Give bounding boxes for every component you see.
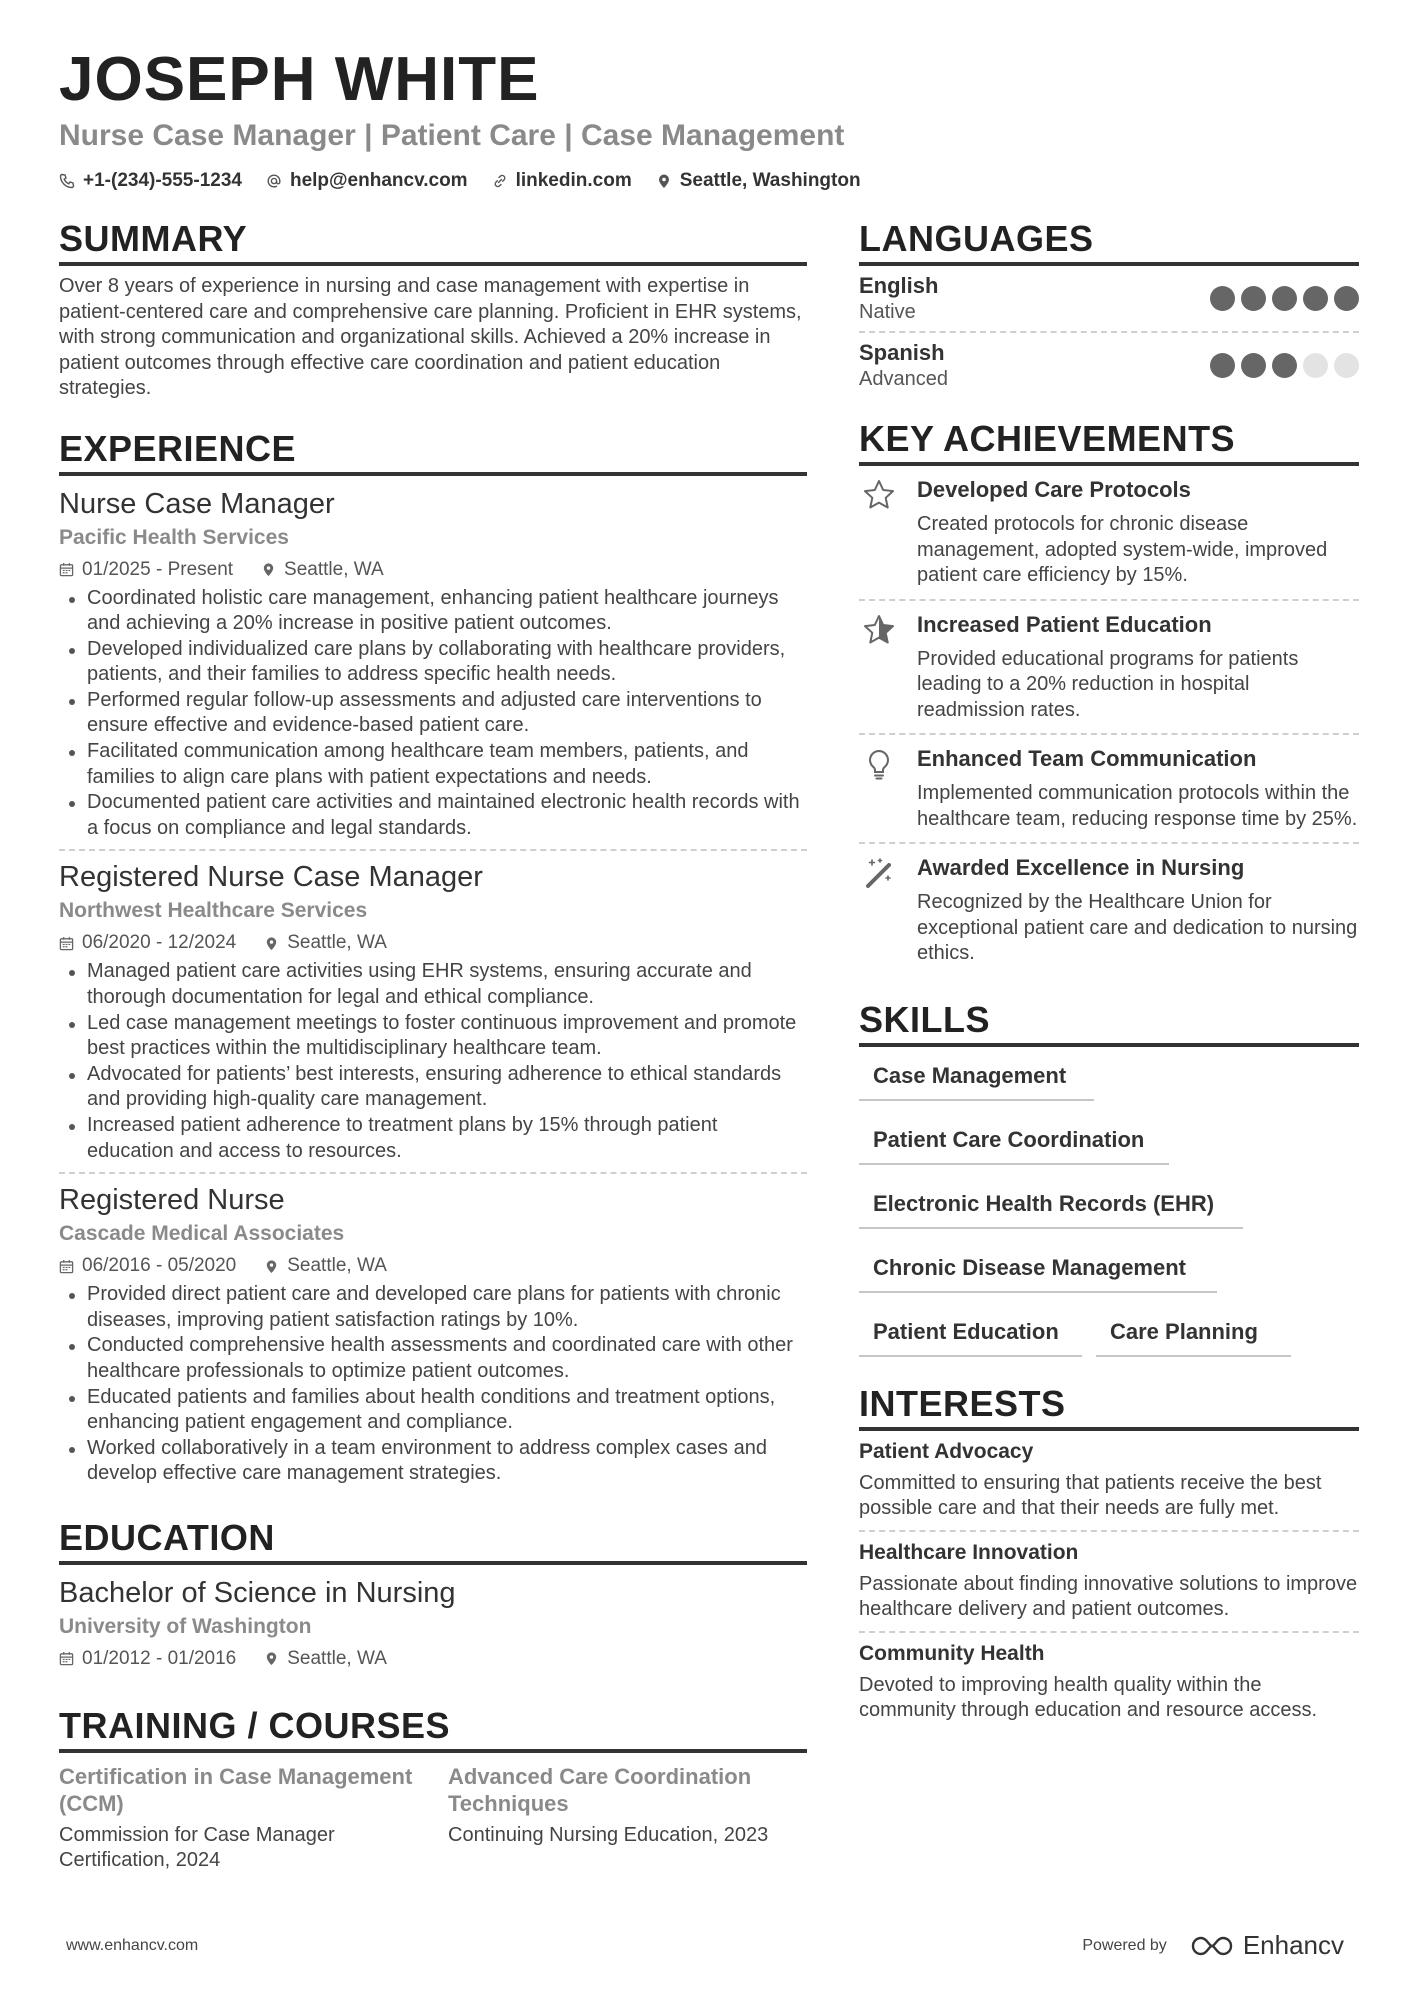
map-pin-icon	[264, 1651, 279, 1666]
map-pin-icon	[656, 173, 672, 189]
language-rating	[1210, 353, 1359, 378]
brand-name: Enhancv	[1242, 1930, 1344, 1960]
achievements-heading: KEY ACHIEVEMENTS	[859, 418, 1359, 466]
achievement-desc: Recognized by the Healthcare Union for exceptional patient care and dedication to nursing ethics.	[917, 891, 1358, 964]
training-provider: Commission for Case Manager Certification, 2024	[59, 1823, 335, 1871]
skills-section	[859, 999, 1359, 1357]
skill-tag: Care Planning	[1096, 1315, 1291, 1357]
at-sign-icon	[266, 173, 282, 189]
candidate-headline: Nurse Case Manager | Patient Care | Case Management	[59, 119, 845, 152]
job-dates-text: 06/2020 - 12/2024	[82, 932, 237, 954]
experience-entry	[59, 1182, 807, 1495]
contact-location-text: Seattle, Washington	[679, 170, 861, 191]
interest-title: Patient Advocacy	[859, 1439, 1034, 1463]
training-title: Certification in Case Management (CCM)	[59, 1763, 413, 1816]
enhancv-logo-icon	[1189, 1934, 1235, 1958]
contact-phone[interactable]	[59, 170, 242, 192]
page-footer	[66, 1930, 1344, 1961]
experience-entry	[59, 486, 807, 852]
employer: Northwest Healthcare Services	[59, 899, 368, 923]
education-meta	[59, 1647, 807, 1671]
job-bullet: Coordinated holistic care management, enhancing patient healthcare journeys and achieving a 20% increase in positive patient outcomes.	[59, 586, 807, 637]
skill-tag: Chronic Disease Management	[859, 1251, 1217, 1293]
contact-email-text: help@enhancv.com	[289, 170, 468, 191]
rating-dot	[1272, 286, 1297, 311]
star-outline-icon	[862, 478, 896, 512]
interest-title: Healthcare Innovation	[859, 1540, 1079, 1564]
powered-by	[1082, 1930, 1344, 1961]
education-location	[264, 1647, 387, 1671]
interest-desc: Devoted to improving health quality within the community through education and resource access.	[859, 1673, 1318, 1721]
job-location	[264, 1254, 387, 1278]
star-half-icon	[862, 613, 896, 647]
rating-dot	[1303, 353, 1328, 378]
interest-desc: Committed to ensuring that patients receive the best possible care and that their needs are fully met.	[859, 1471, 1322, 1519]
job-bullets	[59, 586, 807, 842]
skill-tag: Patient Care Coordination	[859, 1123, 1169, 1165]
skill-tag: Patient Education	[859, 1315, 1082, 1357]
contact-email[interactable]	[266, 170, 468, 192]
education-dates	[59, 1647, 236, 1671]
job-title: Nurse Case Manager	[59, 487, 335, 520]
contact-bar	[59, 170, 1359, 192]
job-dates	[59, 931, 236, 955]
magic-wand-icon	[862, 856, 896, 890]
contact-linkedin-text: linkedin.com	[515, 170, 632, 191]
language-name: Spanish	[859, 340, 945, 365]
left-column	[59, 218, 807, 1873]
interest-item	[859, 1633, 1359, 1732]
job-bullets	[59, 959, 807, 1164]
language-item	[859, 266, 1359, 333]
brand-logo[interactable]	[1189, 1930, 1344, 1961]
job-dates	[59, 558, 233, 582]
job-title: Registered Nurse	[59, 1184, 285, 1217]
skills-list	[859, 1059, 1359, 1357]
calendar-icon	[59, 562, 74, 577]
summary-text: Over 8 years of experience in nursing and case management with expertise in patient-centered care and comprehensive care planning. Proficient in EHR systems, with strong communication and organizational skills. Achieved a 20% increase in patient outcomes through effective care coordination and patient education strategies.	[59, 275, 802, 399]
achievement-title: Developed Care Protocols	[917, 477, 1191, 502]
rating-dot	[1241, 286, 1266, 311]
job-bullet: Educated patients and families about health conditions and treatment options, enhancing patient engagement and compliance.	[59, 1385, 807, 1436]
job-location-text: Seattle, WA	[287, 932, 387, 954]
resume-header	[59, 44, 1359, 192]
rating-dot	[1210, 286, 1235, 311]
job-bullet: Provided direct patient care and developed care plans for patients with chronic diseases, improving patient satisfaction ratings by 10%.	[59, 1282, 807, 1333]
school: University of Washington	[59, 1614, 312, 1638]
training-provider: Continuing Nursing Education, 2023	[448, 1823, 769, 1846]
phone-icon	[59, 173, 75, 189]
contact-phone-text: +1-(234)-555-1234	[83, 170, 242, 191]
job-bullet: Documented patient care activities and maintained electronic health records with a focus on compliance and legal standards.	[59, 790, 807, 841]
rating-dot	[1334, 286, 1359, 311]
candidate-name: JOSEPH WHITE	[59, 45, 540, 114]
job-bullet: Developed individualized care plans by collaborating with healthcare providers, patients, and their families to address specific health needs.	[59, 637, 807, 688]
map-pin-icon	[261, 562, 276, 577]
training-list	[59, 1763, 807, 1873]
map-pin-icon	[264, 1259, 279, 1274]
job-meta	[59, 1254, 807, 1278]
job-bullet: Led case management meetings to foster continuous improvement and promote best practices within the multidisciplinary healthcare team.	[59, 1011, 807, 1062]
interest-desc: Passionate about finding innovative solutions to improve healthcare delivery and patient outcomes.	[859, 1572, 1358, 1620]
job-location-text: Seattle, WA	[284, 558, 384, 580]
languages-heading: LANGUAGES	[859, 218, 1359, 266]
job-bullet: Conducted comprehensive health assessments and coordinated care with other healthcare professionals to optimize patient outcomes.	[59, 1333, 807, 1384]
experience-heading: EXPERIENCE	[59, 428, 807, 476]
calendar-icon	[59, 1259, 74, 1274]
job-meta	[59, 931, 807, 955]
skills-heading: SKILLS	[859, 999, 1359, 1047]
interests-section	[859, 1383, 1359, 1732]
job-dates	[59, 1254, 236, 1278]
job-bullets	[59, 1282, 807, 1487]
achievement-desc: Created protocols for chronic disease management, adopted system-wide, improved patient care efficiency by 15%.	[917, 513, 1328, 586]
achievement-item	[859, 601, 1359, 736]
interest-item	[859, 1431, 1359, 1532]
job-location	[261, 558, 384, 582]
link-icon	[492, 173, 508, 189]
job-bullet: Advocated for patients’ best interests, ensuring adherence to ethical standards and providing high-quality care management.	[59, 1062, 807, 1113]
rating-dot	[1334, 353, 1359, 378]
achievement-title: Awarded Excellence in Nursing	[917, 855, 1245, 880]
achievement-title: Increased Patient Education	[917, 611, 1212, 637]
training-item	[448, 1763, 807, 1873]
language-name: English	[859, 273, 939, 298]
achievement-item	[859, 466, 1359, 601]
job-bullet: Performed regular follow-up assessments and adjusted care interventions to ensure effective and evidence-based patient care.	[59, 688, 807, 739]
language-rating	[1210, 286, 1359, 311]
lightbulb-icon	[862, 747, 896, 781]
rating-dot	[1210, 353, 1235, 378]
job-dates-text: 06/2016 - 05/2020	[82, 1255, 237, 1277]
achievement-item	[859, 844, 1359, 977]
employer: Cascade Medical Associates	[59, 1222, 345, 1246]
job-bullet: Facilitated communication among healthcare team members, patients, and families to align care plans with patient expectations and needs.	[59, 739, 807, 790]
rating-dot	[1303, 286, 1328, 311]
job-meta	[59, 558, 807, 582]
education-section	[59, 1517, 807, 1671]
achievements-section	[859, 418, 1359, 977]
job-dates-text: 01/2025 - Present	[82, 558, 234, 580]
job-title: Registered Nurse Case Manager	[59, 861, 483, 894]
interest-title: Community Health	[859, 1641, 1045, 1665]
interests-heading: INTERESTS	[859, 1383, 1359, 1431]
language-level: Advanced	[859, 368, 948, 390]
contact-linkedin[interactable]	[492, 170, 632, 192]
rating-dot	[1272, 353, 1297, 378]
achievement-item	[859, 735, 1359, 844]
language-level: Native	[859, 301, 916, 323]
job-location	[264, 931, 387, 955]
job-bullet: Managed patient care activities using EHR systems, ensuring accurate and thorough documentation for legal and ethical compliance.	[59, 959, 807, 1010]
right-column	[859, 218, 1359, 1732]
contact-location	[656, 170, 861, 192]
languages-section	[859, 218, 1359, 398]
achievement-desc: Provided educational programs for patients leading to a 20% reduction in hospital readmission rates.	[917, 647, 1299, 721]
training-section	[59, 1705, 807, 1873]
education-dates-text: 01/2012 - 01/2016	[82, 1647, 237, 1669]
education-location-text: Seattle, WA	[287, 1647, 387, 1669]
summary-heading: SUMMARY	[59, 218, 807, 266]
language-item	[859, 333, 1359, 398]
achievement-desc: Implemented communication protocols within the healthcare team, reducing response time by 25%.	[917, 782, 1358, 830]
calendar-icon	[59, 1651, 74, 1666]
job-bullet: Worked collaboratively in a team environment to address complex cases and develop effective care management strategies.	[59, 1436, 807, 1487]
degree: Bachelor of Science in Nursing	[59, 1576, 456, 1609]
achievement-title: Enhanced Team Communication	[917, 746, 1257, 771]
powered-by-label: Powered by	[1082, 1936, 1167, 1954]
employer: Pacific Health Services	[59, 525, 289, 549]
skill-tag: Case Management	[859, 1059, 1094, 1101]
training-title: Advanced Care Coordination Techniques	[448, 1763, 752, 1816]
interest-item	[859, 1532, 1359, 1633]
summary-section	[59, 218, 807, 402]
rating-dot	[1241, 353, 1266, 378]
job-bullet: Increased patient adherence to treatment plans by 15% through patient education and access to resources.	[59, 1113, 807, 1164]
education-heading: EDUCATION	[59, 1517, 807, 1565]
map-pin-icon	[264, 936, 279, 951]
training-heading: TRAINING / COURSES	[59, 1705, 807, 1753]
job-location-text: Seattle, WA	[287, 1255, 387, 1277]
training-item	[59, 1763, 418, 1873]
experience-section	[59, 428, 807, 1495]
footer-website[interactable]: www.enhancv.com	[66, 1936, 199, 1954]
experience-entry	[59, 859, 807, 1174]
calendar-icon	[59, 936, 74, 951]
skill-tag: Electronic Health Records (EHR)	[859, 1187, 1243, 1229]
